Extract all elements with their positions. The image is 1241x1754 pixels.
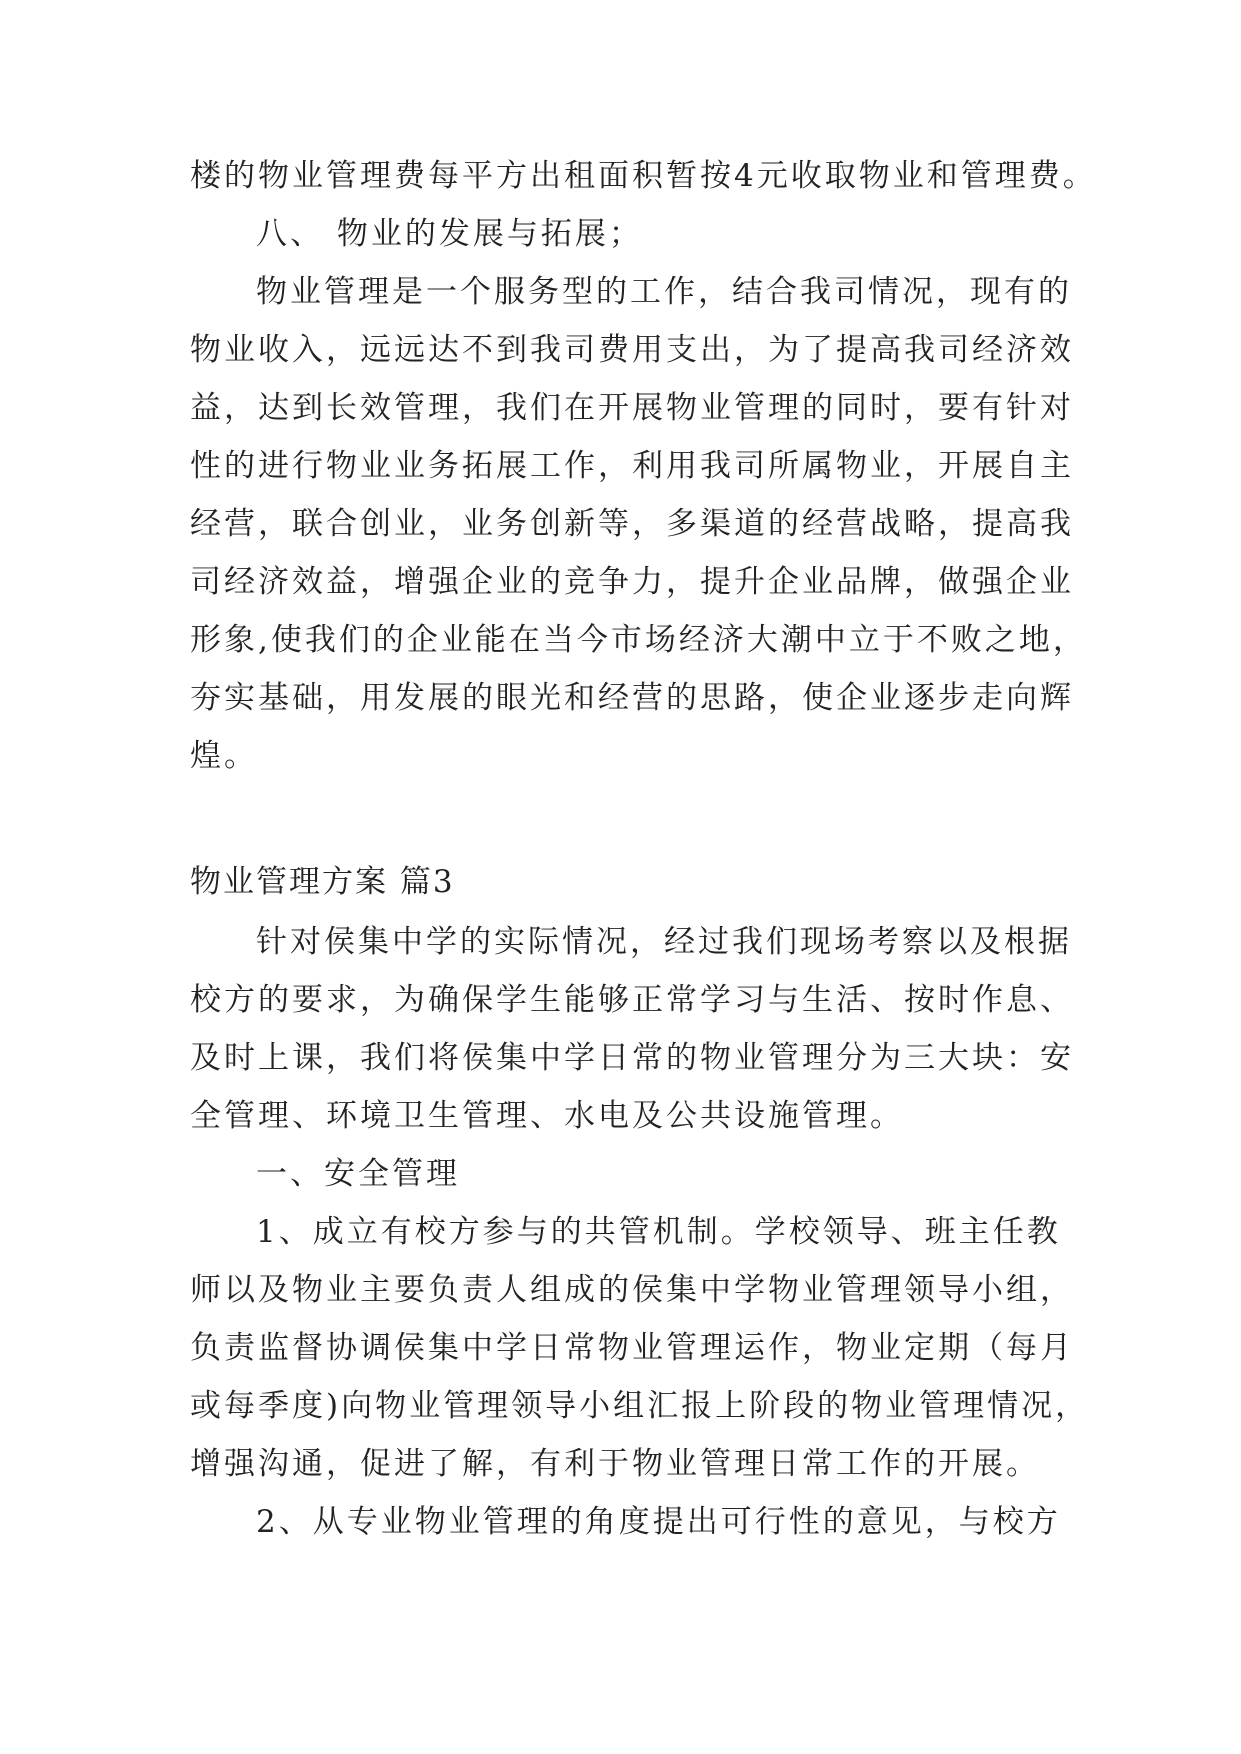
text-line: 全管理、环境卫生管理、水电及公共设施管理。 bbox=[190, 1098, 904, 1134]
text-line: 1、成立有校方参与的共管机制。学校领导、班主任教 bbox=[256, 1214, 1061, 1250]
text-line: 师以及物业主要负责人组成的侯集中学物业管理领导小组， bbox=[190, 1272, 1074, 1308]
section-title-text: 物业管理方案 篇3 bbox=[190, 864, 455, 900]
text-line: 煌。 bbox=[190, 738, 258, 774]
text-line: 司经济效益，增强企业的竞争力，提升企业品牌，做强企业 bbox=[190, 564, 1074, 600]
bottom-text-block bbox=[190, 913, 1090, 1551]
text-line: 针对侯集中学的实际情况，经过我们现场考察以及根据 bbox=[256, 924, 1072, 960]
text-line: 益，达到长效管理，我们在开展物业管理的同时，要有针对 bbox=[190, 390, 1074, 426]
text-line: 形象,使我们的企业能在当今市场经济大潮中立于不败之地， bbox=[190, 622, 1087, 658]
text-line: 负责监督协调侯集中学日常物业管理运作，物业定期（每月 bbox=[190, 1330, 1074, 1366]
text-line: 2、从专业物业管理的角度提出可行性的意见，与校方 bbox=[256, 1504, 1061, 1540]
text-line: 八、 物业的发展与拓展； bbox=[256, 216, 643, 252]
top-text-block bbox=[190, 147, 1097, 785]
text-line: 楼的物业管理费每平方出租面积暂按4元收取物业和管理费。 bbox=[190, 158, 1097, 194]
section-title bbox=[190, 853, 1070, 911]
text-line: 校方的要求，为确保学生能够正常学习与生活、按时作息、 bbox=[190, 982, 1074, 1018]
text-line: 增强沟通，促进了解，有利于物业管理日常工作的开展。 bbox=[190, 1446, 1040, 1482]
text-line: 一、安全管理 bbox=[256, 1156, 460, 1192]
text-line: 或每季度)向物业管理领导小组汇报上阶段的物业管理情况， bbox=[190, 1388, 1090, 1424]
text-line: 经营，联合创业，业务创新等，多渠道的经营战略，提高我 bbox=[190, 506, 1074, 542]
text-line: 夯实基础，用发展的眼光和经营的思路，使企业逐步走向辉 bbox=[190, 680, 1074, 716]
text-line: 性的进行物业业务拓展工作，利用我司所属物业，开展自主 bbox=[190, 448, 1074, 484]
text-line: 物业收入，远远达不到我司费用支出，为了提高我司经济效 bbox=[190, 332, 1074, 368]
text-line: 及时上课，我们将侯集中学日常的物业管理分为三大块：安 bbox=[190, 1040, 1074, 1076]
text-line: 物业管理是一个服务型的工作，结合我司情况，现有的 bbox=[256, 274, 1072, 310]
